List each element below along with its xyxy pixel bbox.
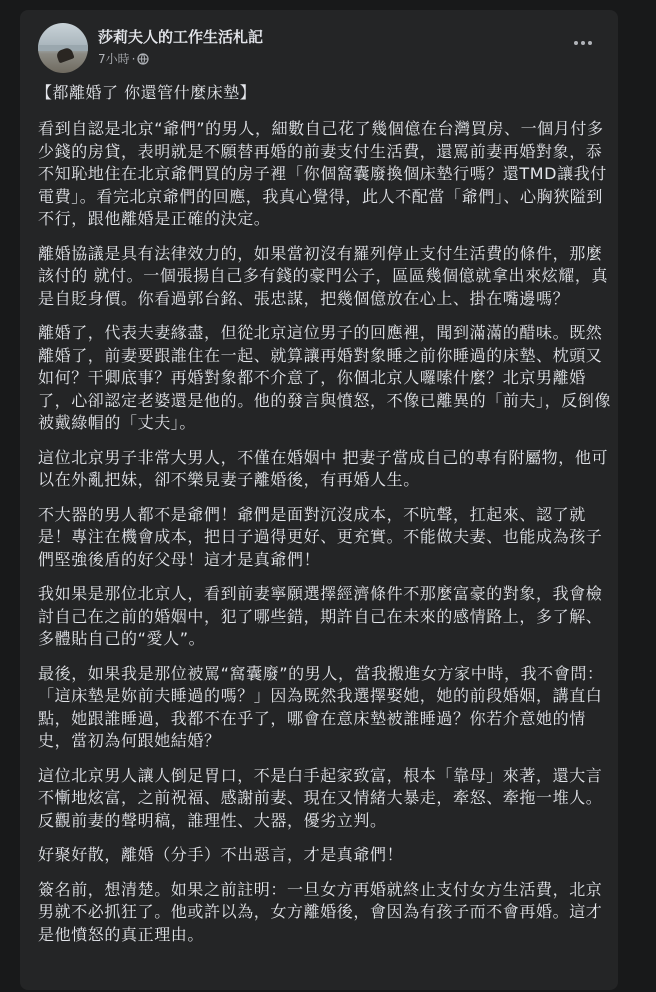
avatar[interactable]: [38, 23, 88, 73]
post-time[interactable]: 7小時: [98, 52, 130, 66]
more-horizontal-icon: [574, 41, 592, 45]
post-card: [20, 10, 618, 990]
post-paragraph: 離婚了，代表夫妻緣盡，但從北京這位男子的回應裡，聞到滿滿的醋味。既然離婚了，前妻要跟誰住在一起、就算讓再婚對象睡之前你睡過的床墊、枕頭又如何？干卿底事？再婚對象都不介意了，你個北京人囉嗦什麼？北京男離婚了，心卻認定老婆還是他的。他的發言與憤怒，不像已離異的「前夫」，反倒像被戴綠帽的「丈夫」。: [38, 323, 612, 432]
post-paragraph: 最後，如果我是那位被罵“窩囊廢”的男人，當我搬進女方家中時，我不會問：「這床墊是妳前夫睡過的嗎？」因為既然我選擇娶她，她的前段婚姻，講直白點，她跟誰睡過，我都不在乎了，哪會在意床墊被誰睡過？你若介意她的情史，當初為何跟她結婚？: [38, 663, 604, 750]
post-meta: [98, 50, 149, 67]
post-title: 【都離婚了 你還管什麼床墊】: [36, 83, 257, 102]
meta-separator: ·: [131, 51, 136, 66]
post-paragraph: 看到自認是北京“爺們”的男人，細數自己花了幾個億在台灣買房、一個月付多少錢的房貸，表明就是不願替再婚的前妻支付生活費，還罵前妻再婚對象，忝不知恥地住在北京爺們買的房子裡「你個窩囊廢換個床墊行嗎？還TMD讓我付電費」。看完北京爺們的回應，我真心覺得，此人不配當「爺們」、心胸狹隘到不行，跟他離婚是正確的決定。: [38, 119, 607, 228]
post-paragraph: 我如果是那位北京人，看到前妻寧願選擇經濟條件不那麼富豪的對象，我會檢討自己在之前的婚姻中，犯了哪些錯，期許自己在未來的感情路上，多了解、多體貼自己的“愛人”。: [38, 584, 603, 648]
post-paragraph: 簽名前，想清楚。如果之前註明：一旦女方再婚就終止支付女方生活費，北京男就不必抓狂了。他或許以為，女方離婚後，會因為有孩子而不會再婚。這才是他憤怒的真正理由。: [38, 879, 603, 944]
post-paragraph: 離婚協議是具有法律效力的，如果當初沒有羅列停止支付生活費的條件，那麼 該付的 就付。一個張揚自己多有錢的豪門公子，區區幾個億就拿出來炫耀，真是自貶身價。你看過郭台銘、張忠謀，把幾個億放在心上、掛在嘴邊嗎？: [38, 243, 609, 308]
page-name[interactable]: 莎莉夫人的工作生活札記: [98, 28, 264, 46]
globe-icon: [137, 53, 149, 65]
post-paragraph: 好聚好散，離婚（分手）不出惡言，才是真爺們！: [38, 845, 404, 864]
post-paragraph: 這位北京男子非常大男人，不僅在婚姻中 把妻子當成自己的專有附屬物，他可以在外亂把妹，卻不樂見妻子離婚後，有再婚人生。: [38, 447, 609, 489]
post-paragraph: 不大器的男人都不是爺們！爺們是面對沉沒成本，不吭聲，扛起來、認了就是！專注在機會成本，把日子過得更好、更充實。不能做夫妻、也能成為孩子們堅強後盾的好父母！這才是真爺們！: [38, 504, 603, 569]
post-header: [38, 10, 618, 74]
more-options-button[interactable]: [566, 30, 600, 56]
post-body: [38, 82, 612, 958]
post-paragraphs: [38, 118, 612, 946]
post-paragraph: 這位北京男人讓人倒足胃口，不是白手起家致富，根本「靠母」來著，還大言不慚地炫富，之前祝福、感謝前妻、現在又情緒大暴走，牽怒、牽拖一堆人。反觀前妻的聲明稿，誰理性、大器，優劣立判。: [38, 765, 603, 830]
